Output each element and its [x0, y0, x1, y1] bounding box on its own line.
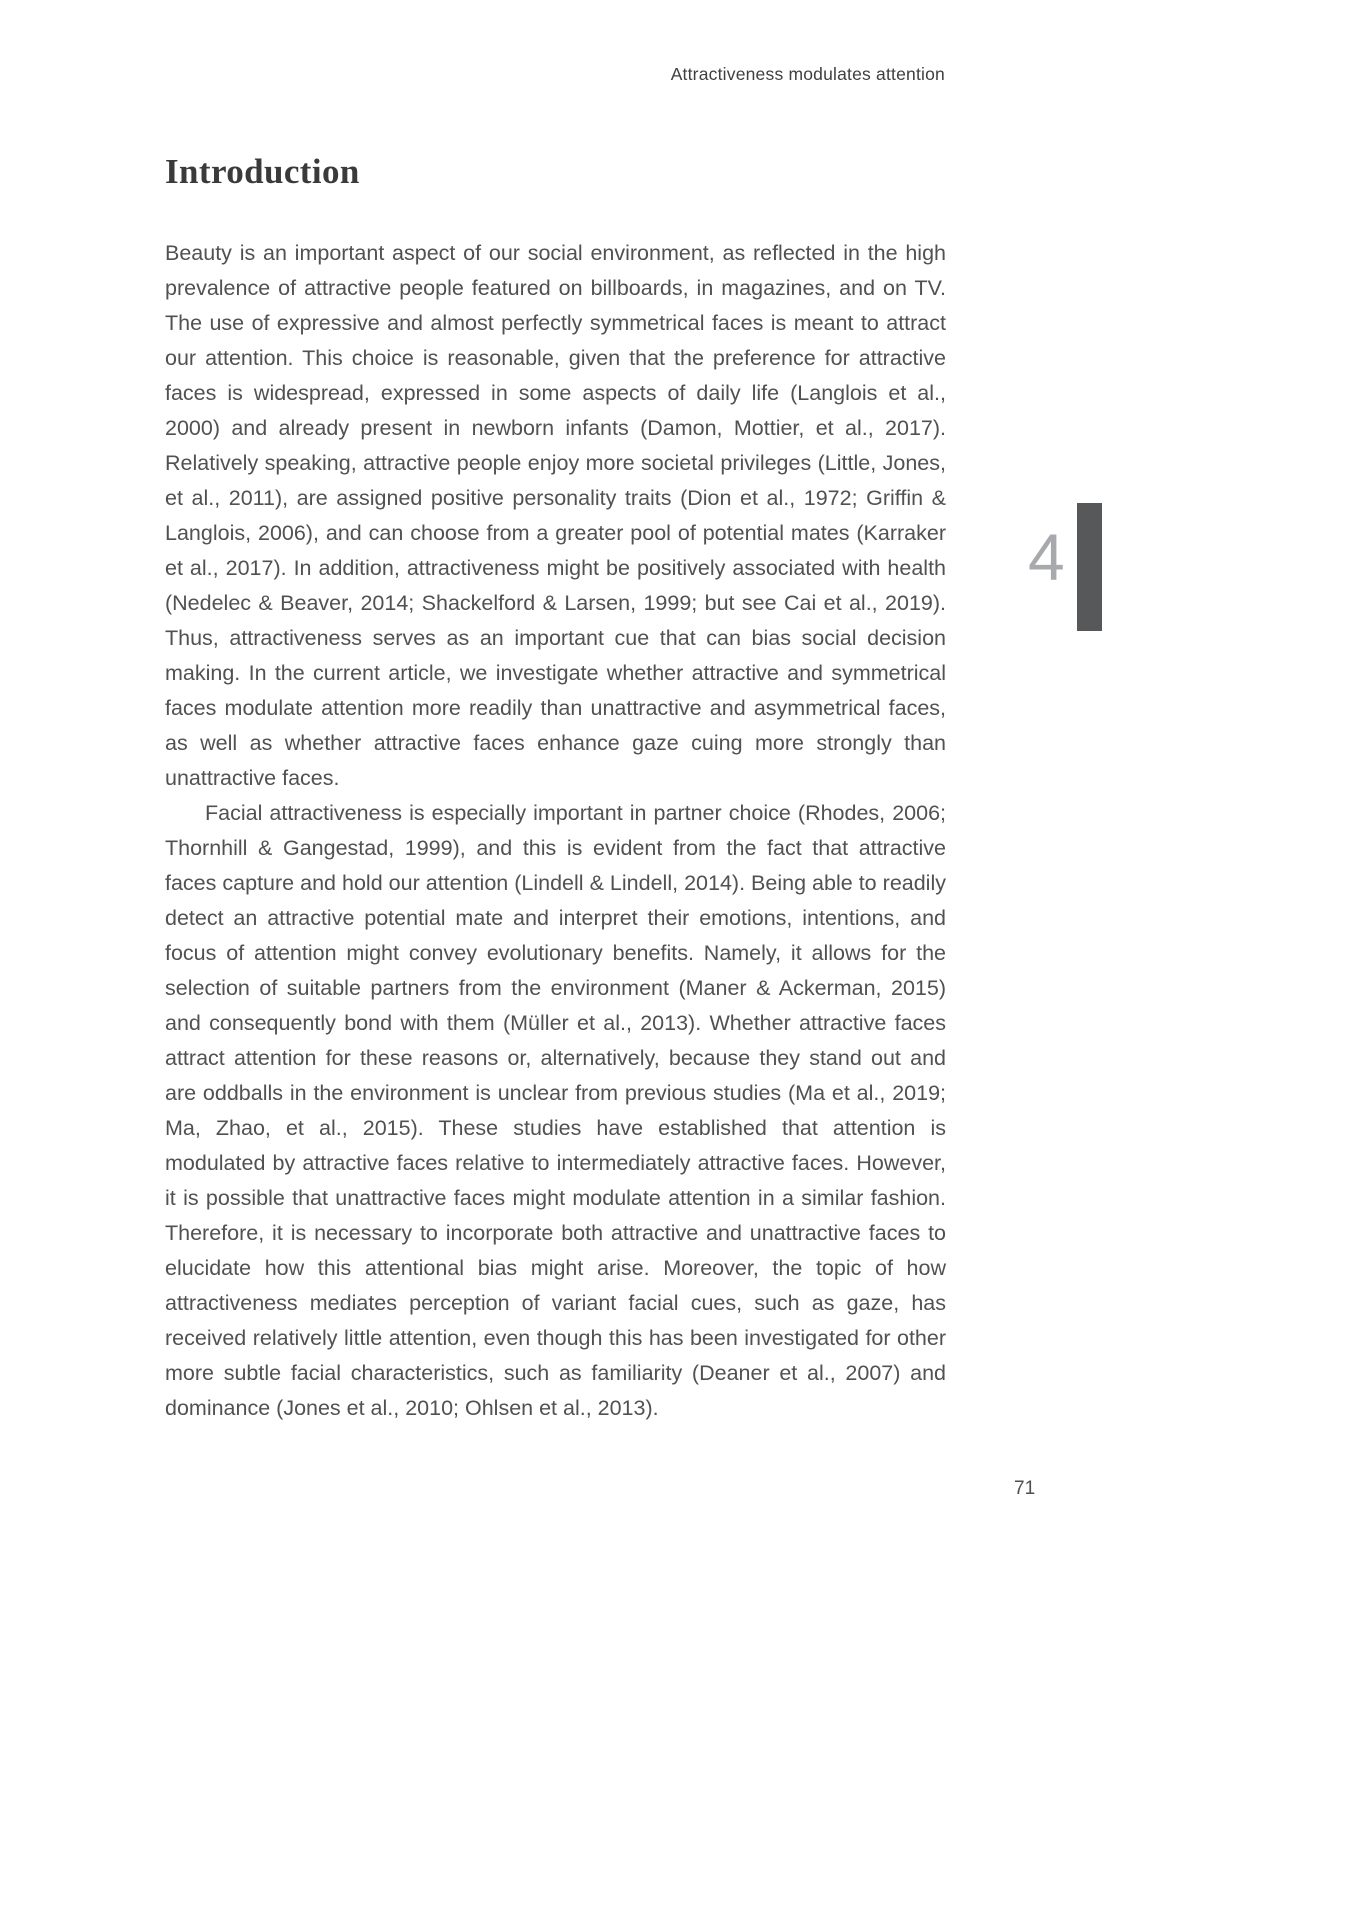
running-header: Attractiveness modulates attention: [670, 64, 945, 84]
page-number: 71: [1014, 1478, 1036, 1499]
paragraph-2: Facial attractiveness is especially important in partner choice (Rhodes, 2006; Thornhill & Gangestad, 1999), and this is evident from the fact that attractive faces capture and hold our attention (Lindell & Lindell, 2014). Being able to readily detect an attractive potential mate and interpret their emotions, intentions, and focus of attention might convey evolutionary benefits. Namely, it allows for the selection of suitable partners from the environment (Maner & Ackerman, 2015) and consequently bond with them (Müller et al., 2013). Whether attractive faces attract attention for these reasons or, alternatively, because they stand out and are oddballs in the environment is unclear from previous studies (Ma et al., 2019; Ma, Zhao, et al., 2015). These studies have established that attention is modulated by attractive faces relative to intermediately attractive faces. However, it is possible that unattractive faces might modulate attention in a similar fashion. Therefore, it is necessary to incorporate both attractive and unattractive faces to elucidate how this attentional bias might arise. Moreover, the topic of how attractiveness mediates perception of variant facial cues, such as gaze, has received relatively little attention, even though this has been investigated for other more subtle facial characteristics, such as familiarity (Deaner et al., 2007) and dominance (Jones et al., 2010; Ohlsen et al., 2013).: [165, 801, 946, 1420]
content-column: [165, 152, 946, 1426]
chapter-number: 4: [1028, 520, 1065, 594]
paragraph-1: Beauty is an important aspect of our social environment, as reflected in the high prevalence of attractive people featured on billboards, in magazines, and on TV. The use of expressive and almost perfectly symmetrical faces is meant to attract our attention. This choice is reasonable, given that the preference for attractive faces is widespread, expressed in some aspects of daily life (Langlois et al., 2000) and already present in newborn infants (Damon, Mottier, et al., 2017). Relatively speaking, attractive people enjoy more societal privileges (Little, Jones, et al., 2011), are assigned positive personality traits (Dion et al., 1972; Griffin & Langlois, 2006), and can choose from a greater pool of potential mates (Karraker et al., 2017). In addition, attractiveness might be positively associated with health (Nedelec & Beaver, 2014; Shackelford & Larsen, 1999; but see Cai et al., 2019). Thus, attractiveness serves as an important cue that can bias social decision making. In the current article, we investigate whether attractive and symmetrical faces modulate attention more readily than unattractive and asymmetrical faces, as well as whether attractive faces enhance gaze cuing more strongly than unattractive faces.: [165, 241, 946, 790]
section-title: Introduction: [165, 152, 360, 191]
chapter-tab-bar: [1077, 503, 1102, 631]
